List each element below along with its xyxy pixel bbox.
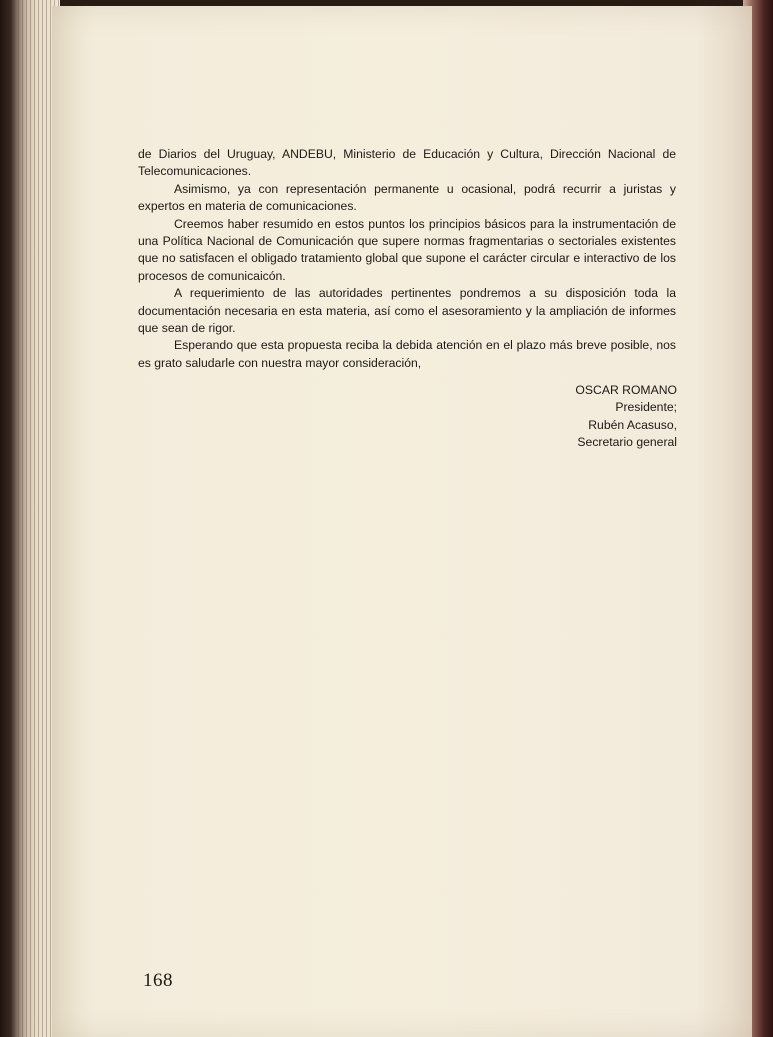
paragraph-4: A requerimiento de las autoridades pertinentes pondremos a su disposición toda la documentación necesaria en esta materia, así como el asesoramiento y la ampliación de informes que sean de rigor. [138, 286, 676, 336]
page-number: 168 [143, 970, 173, 991]
signatory-name-2: Rubén Acasuso, [588, 417, 677, 432]
signature-block [437, 382, 677, 452]
body-text [138, 146, 676, 372]
paragraph-5: Esperando que esta propuesta reciba la debida atención en el plazo más breve posible, nos es grato saludarle con nuestra mayor consideración, [138, 338, 676, 370]
signatory-name-1: OSCAR ROMANO [575, 383, 677, 397]
paragraph-2: Asimismo, ya con representación permanente u ocasional, podrá recurrir a juristas y expertos en materia de comunicaciones. [138, 181, 676, 214]
signatory-title-2: Secretario general [577, 435, 677, 450]
signatory-title-1: Presidente; [615, 400, 677, 415]
paragraph-3: Creemos haber resumido en estos puntos los principios básicos para la instrumentación de una Política Nacional de Comunicación que supere normas fragmentarias o sectoriales existentes que no satisfacen el obligado tratamiento global que supone el carácter circular e interactivo de los procesos de comunicaicón. [138, 216, 676, 283]
paragraph-1: de Diarios del Uruguay, ANDEBU, Ministerio de Educación y Cultura, Dirección Nacional de Telecomunicaciones. [138, 147, 676, 179]
